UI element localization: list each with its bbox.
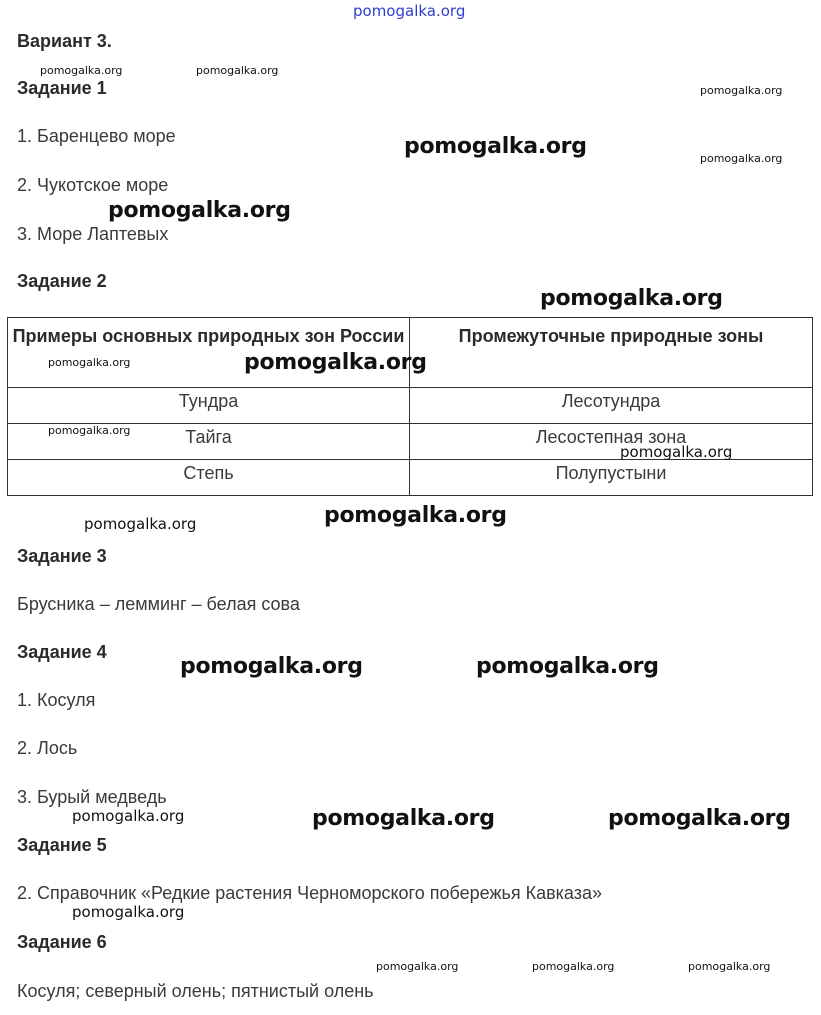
watermark: pomogalka.org (476, 654, 659, 679)
task-3-text: Брусника – лемминг – белая сова (17, 594, 300, 614)
table-cell: Лесотундра (410, 388, 813, 424)
task-1-item: 2. Чукотское море (17, 175, 169, 195)
table-cell: Полупустыни (410, 460, 813, 496)
watermark: pomogalka.org (353, 2, 466, 20)
watermark: pomogalka.org (700, 152, 783, 165)
watermark: pomogalka.org (40, 64, 123, 77)
task-4-item: 1. Косуля (17, 690, 96, 710)
watermark: pomogalka.org (180, 654, 363, 679)
watermark: pomogalka.org (532, 960, 615, 973)
table-cell: Лесостепная зона (410, 424, 813, 460)
watermark: pomogalka.org (312, 806, 495, 831)
variant-title: Вариант 3. (17, 31, 112, 51)
task-4-item: 2. Лось (17, 738, 78, 758)
task-1-item: 3. Море Лаптевых (17, 224, 169, 244)
watermark: pomogalka.org (48, 424, 131, 437)
watermark: pomogalka.org (108, 198, 291, 223)
table-row (8, 388, 813, 424)
watermark: pomogalka.org (620, 443, 733, 461)
task-4-item: 3. Бурый медведь (17, 787, 167, 807)
table-cell: Тундра (8, 388, 410, 424)
zones-table (7, 317, 813, 496)
watermark: pomogalka.org (244, 350, 427, 375)
task-5-text: 2. Справочник «Редкие растения Черноморского побережья Кавказа» (17, 883, 603, 903)
watermark: pomogalka.org (72, 903, 185, 921)
task-1-item: 1. Баренцево море (17, 126, 176, 146)
column-header-transitional-zones: Промежуточные природные зоны (410, 318, 813, 388)
watermark: pomogalka.org (608, 806, 791, 831)
watermark: pomogalka.org (72, 807, 185, 825)
column-header-main-zones: Примеры основных природных зон России (8, 318, 410, 388)
watermark: pomogalka.org (48, 356, 131, 369)
table-cell: Тайга (8, 424, 410, 460)
task-2-heading: Задание 2 (17, 271, 107, 291)
watermark: pomogalka.org (700, 84, 783, 97)
table-row (8, 460, 813, 496)
task-3-heading: Задание 3 (17, 546, 107, 566)
task-4-heading: Задание 4 (17, 642, 107, 662)
task-5-heading: Задание 5 (17, 835, 107, 855)
table-cell: Степь (8, 460, 410, 496)
watermark: pomogalka.org (84, 515, 197, 533)
task-6-text: Косуля; северный олень; пятнистый олень (17, 981, 374, 1001)
watermark: pomogalka.org (540, 286, 723, 311)
task-6-heading: Задание 6 (17, 932, 107, 952)
watermark: pomogalka.org (324, 503, 507, 528)
watermark: pomogalka.org (404, 134, 587, 159)
watermark: pomogalka.org (196, 64, 279, 77)
watermark: pomogalka.org (376, 960, 459, 973)
task-1-heading: Задание 1 (17, 78, 107, 98)
watermark: pomogalka.org (688, 960, 771, 973)
